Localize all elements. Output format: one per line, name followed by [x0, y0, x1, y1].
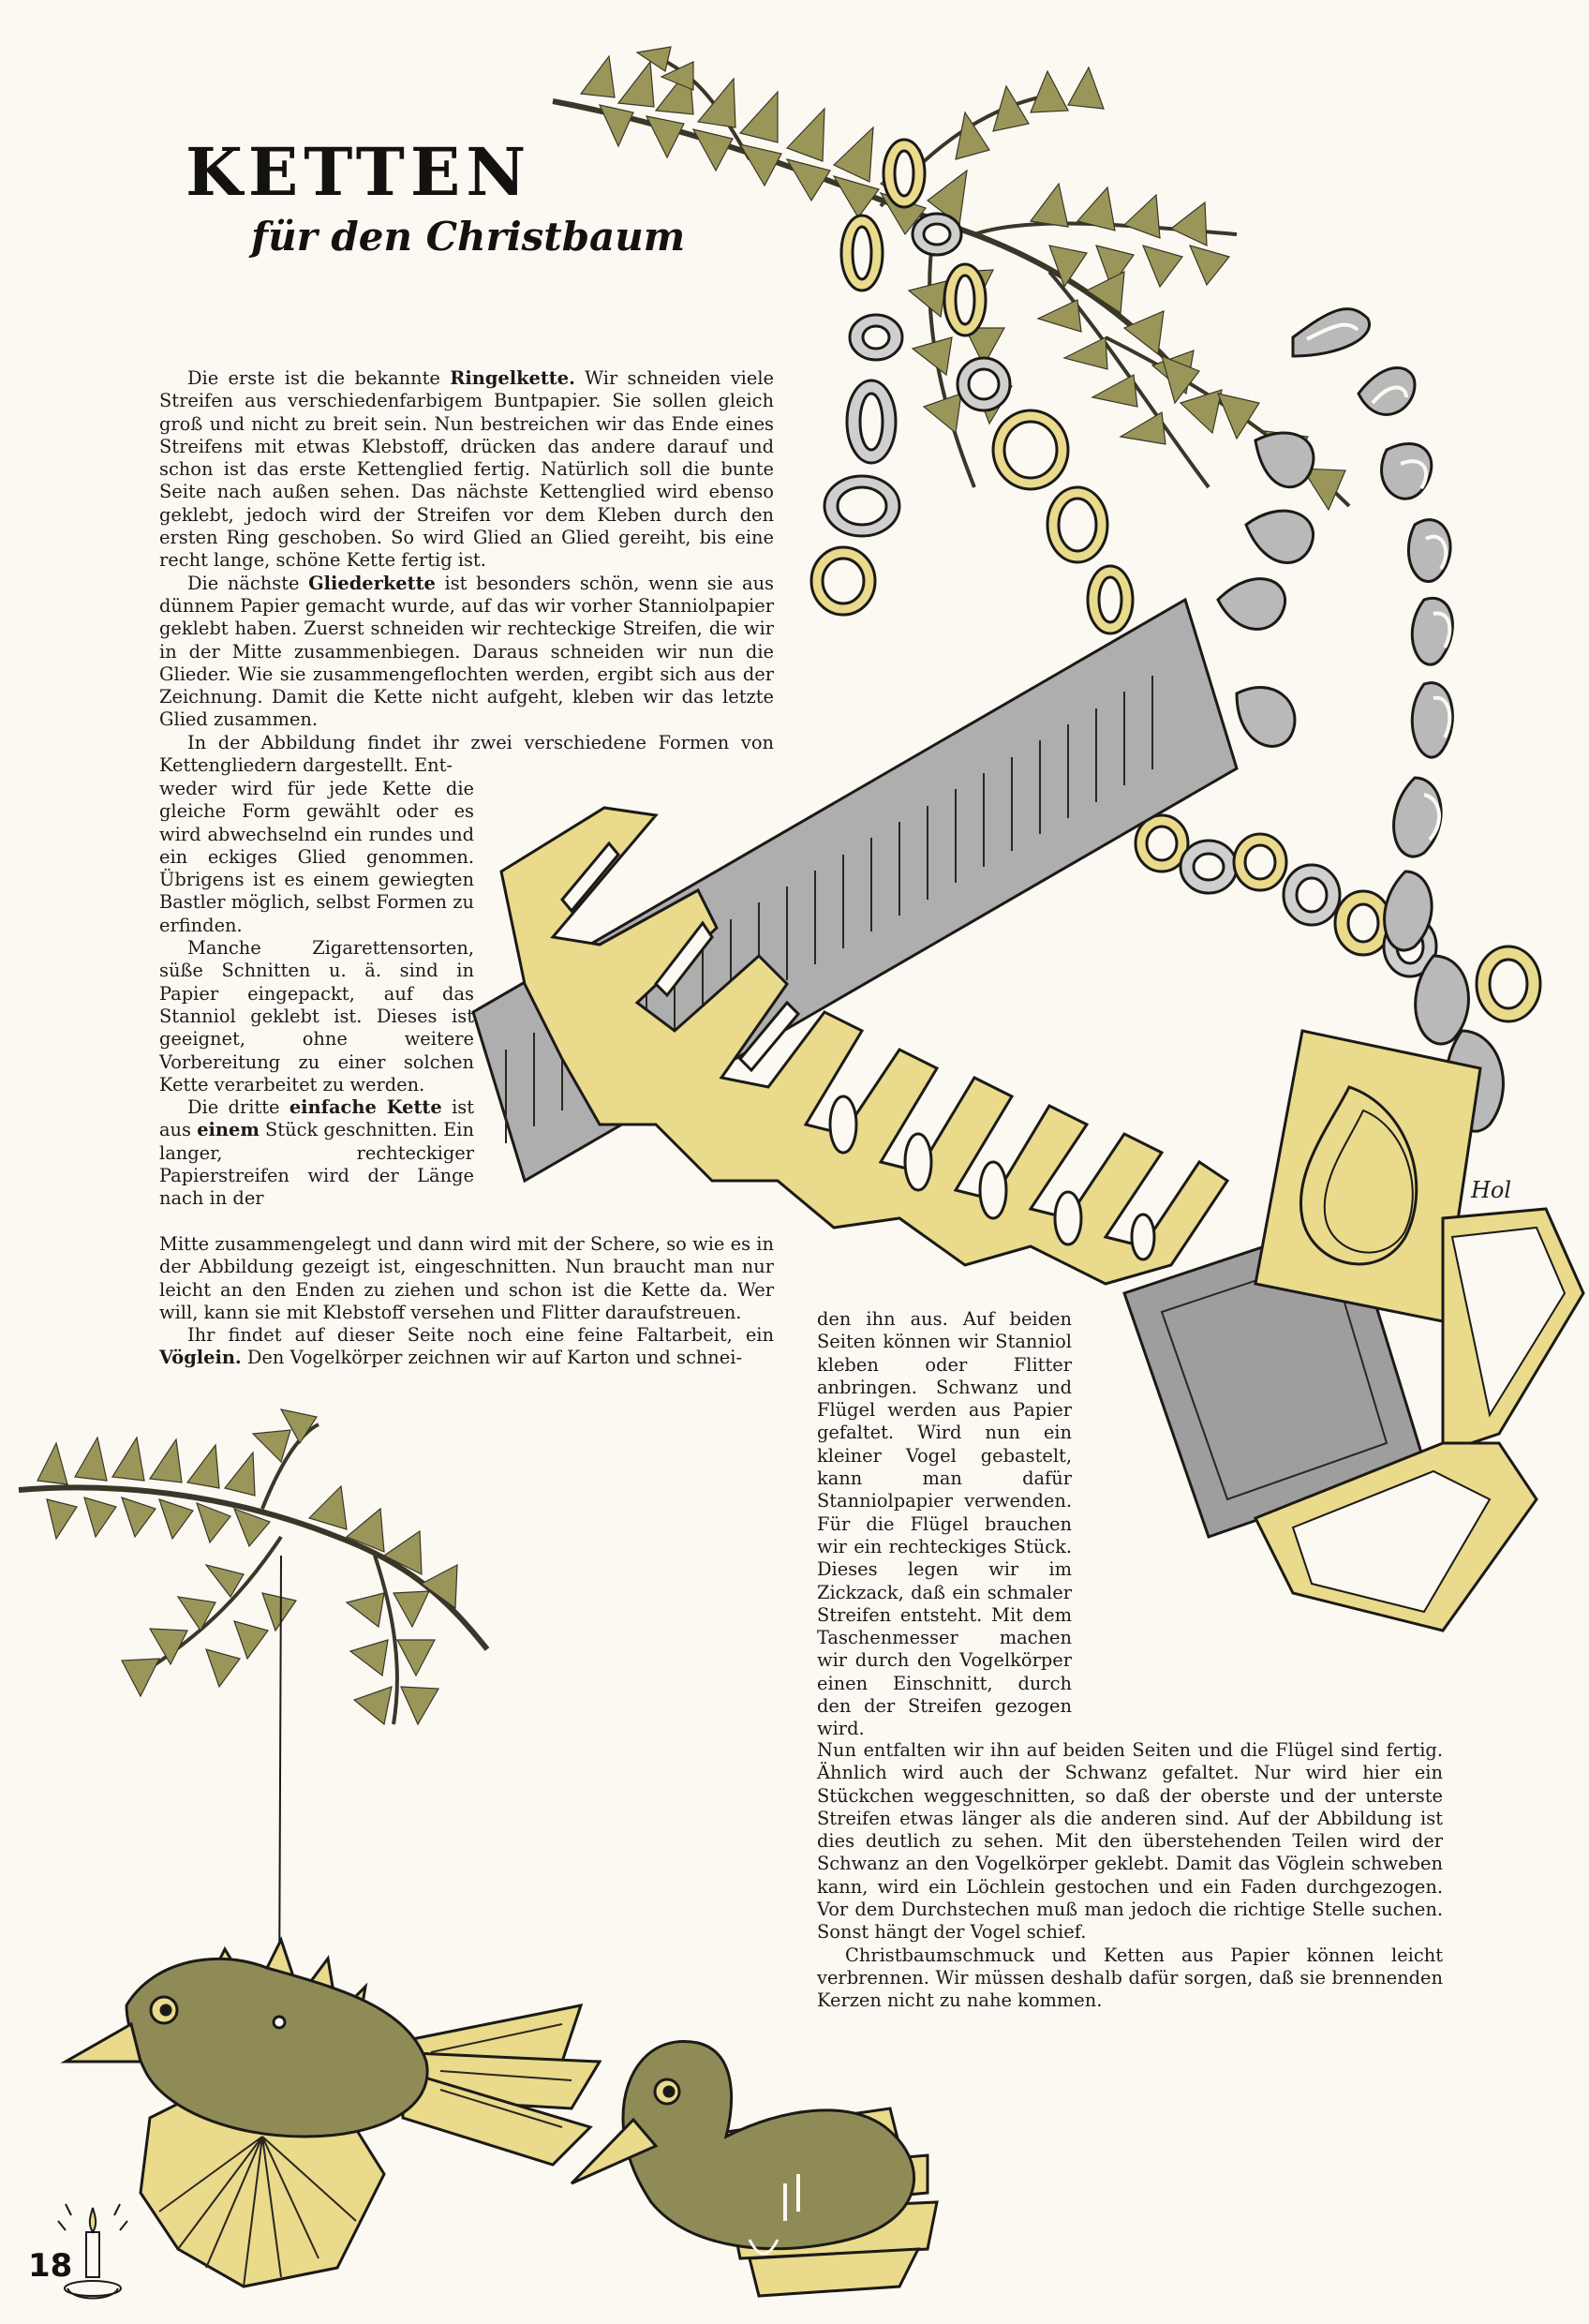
paragraph-warnung: Christbaumschmuck und Ketten aus Papier können leicht verbrennen. Wir müssen deshalb dafür sorgen, daß sie brennenden Kerzen nicht zu nahe kommen. [817, 1944, 1443, 2012]
folded-card [1124, 1031, 1583, 1631]
page-subtitle: für den Christbaum [251, 214, 686, 260]
paragraph-voeglein-cont: den ihn aus. Auf beiden Seiten können wir Stanniol kleben oder Flitter anbringen. Schwanz und Flügel werden aus Papier gefaltet. Wird nun ein kleiner Vogel gebastelt, kann man dafür Stanniolpapier verwenden. Für die Flügel brauchen wir ein rechteckiges Stück. Dieses legen wir im Zickzack, daß ein schmaler Streifen entsteht. Mit dem Taschenmesser machen wir durch den Vogelkörper einen Einschnitt, durch den der Streifen gezogen wird. [817, 1308, 1072, 1740]
article-column-narrow [159, 778, 474, 1211]
paragraph-forms-cont: weder wird für jede Kette die gleiche Form gewählt oder es wird abwechselnd ein rundes und ein eckiges Glied genommen. Übrigens ist es einem gewiegten Bastler möglich, selbst Formen zu erfinden. [159, 778, 474, 936]
article-column-intro [159, 367, 774, 777]
paragraph-einfache-kette-cont: Mitte zusammengelegt und dann wird mit der Schere, so wie es in der Abbildung gezeigt ist, eingeschnitten. Nun braucht man nur leicht an den Enden zu ziehen und schon ist die Kette da. Wer will, kann sie mit Klebstoff versehen und Flitter daraufstreuen. [159, 1233, 774, 1323]
standing-bird [572, 2041, 937, 2296]
page-title: KETTEN [186, 133, 532, 211]
hanging-bird [66, 1940, 600, 2287]
article-column-right-wide [817, 1739, 1443, 2013]
paragraph-fluegel: Nun entfalten wir ihn auf beiden Seiten und die Flügel sind fertig. Ähnlich wird auch der Schwanz gefaltet. Nur wird hier ein Stückchen weggeschnitten, so daß der oberste und der unterste Streifen etwas länger als die anderen sind. Auf der Abbildung ist dies deutlich zu sehen. Mit den überstehenden Teilen wird der Schwanz an den Vogelkörper geklebt. Damit das Vöglein schweben kann, wird ein Löchlein gestochen und ein Faden durchgezogen. Vor dem Durchstechen muß man jedoch die richtige Stelle suchen. Sonst hängt der Vogel schief. [817, 1739, 1443, 1944]
article-column-wide [159, 1233, 774, 1370]
paragraph-voeglein: Ihr findet auf dieser Seite noch eine feine Faltarbeit, ein Vöglein. Den Vogelkörper zeichnen wir auf Karton und schnei- [159, 1324, 774, 1369]
paragraph-einfache-kette: Die dritte einfache Kette ist aus einem Stück geschnitten. Ein langer, rechteckiger Papierstreifen wird der Länge nach in der [159, 1096, 475, 1210]
page-number: 18 [28, 2247, 73, 2285]
paragraph-ringelkette: Die erste ist die bekannte Ringelkette. Wir schneiden viele Streifen aus verschiedenfarbigem Buntpapier. Sie sollen gleich groß und nicht zu breit sein. Nun bestreichen wir das Ende eines Streifens mit etwas Klebstoff, drücken das andere darauf und schon ist das erste Kettenglied fertig. Natürlich soll die bunte Seite nach außen sehen. Das nächste Kettenglied wird ebenso geklebt, jedoch wird der Streifen vor dem Kleben durch den ersten Ring geschoben. So wird Glied an Glied gereiht, bis eine recht lange, schöne Kette fertig ist. [159, 367, 775, 572]
paragraph-forms-start: In der Abbildung findet ihr zwei verschiedene Formen von Kettengliedern dargestellt. Ent- [159, 731, 774, 777]
article-column-right-narrow [817, 1308, 1072, 1741]
fir-branch-bottom [19, 1409, 487, 1724]
paragraph-gliederkette: Die nächste Gliederkette ist besonders schön, wenn sie aus dünnem Papier gemacht wurde, auf das wir vorher Stanniolpapier geklebt haben. Zuerst schneiden wir rechteckige Streifen, die wir in der Mitte zusammenbiegen. Daraus schneiden wir nun die Glieder. Wie sie zusammengeflochten werden, ergibt sich aus der Zeichnung. Damit die Kette nicht aufgeht, kleben wir das letzte Glied zusammen. [159, 572, 775, 731]
paragraph-zigaretten: Manche Zigarettensorten, süße Schnitten u. ä. sind in Papier eingepackt, auf das Stanniol geklebt ist. Dieses ist geeignet, ohne weitere Vorbereitung zu einer solchen Kette verarbeitet zu werden. [159, 937, 474, 1095]
artist-signature: Hol [1471, 1177, 1512, 1203]
